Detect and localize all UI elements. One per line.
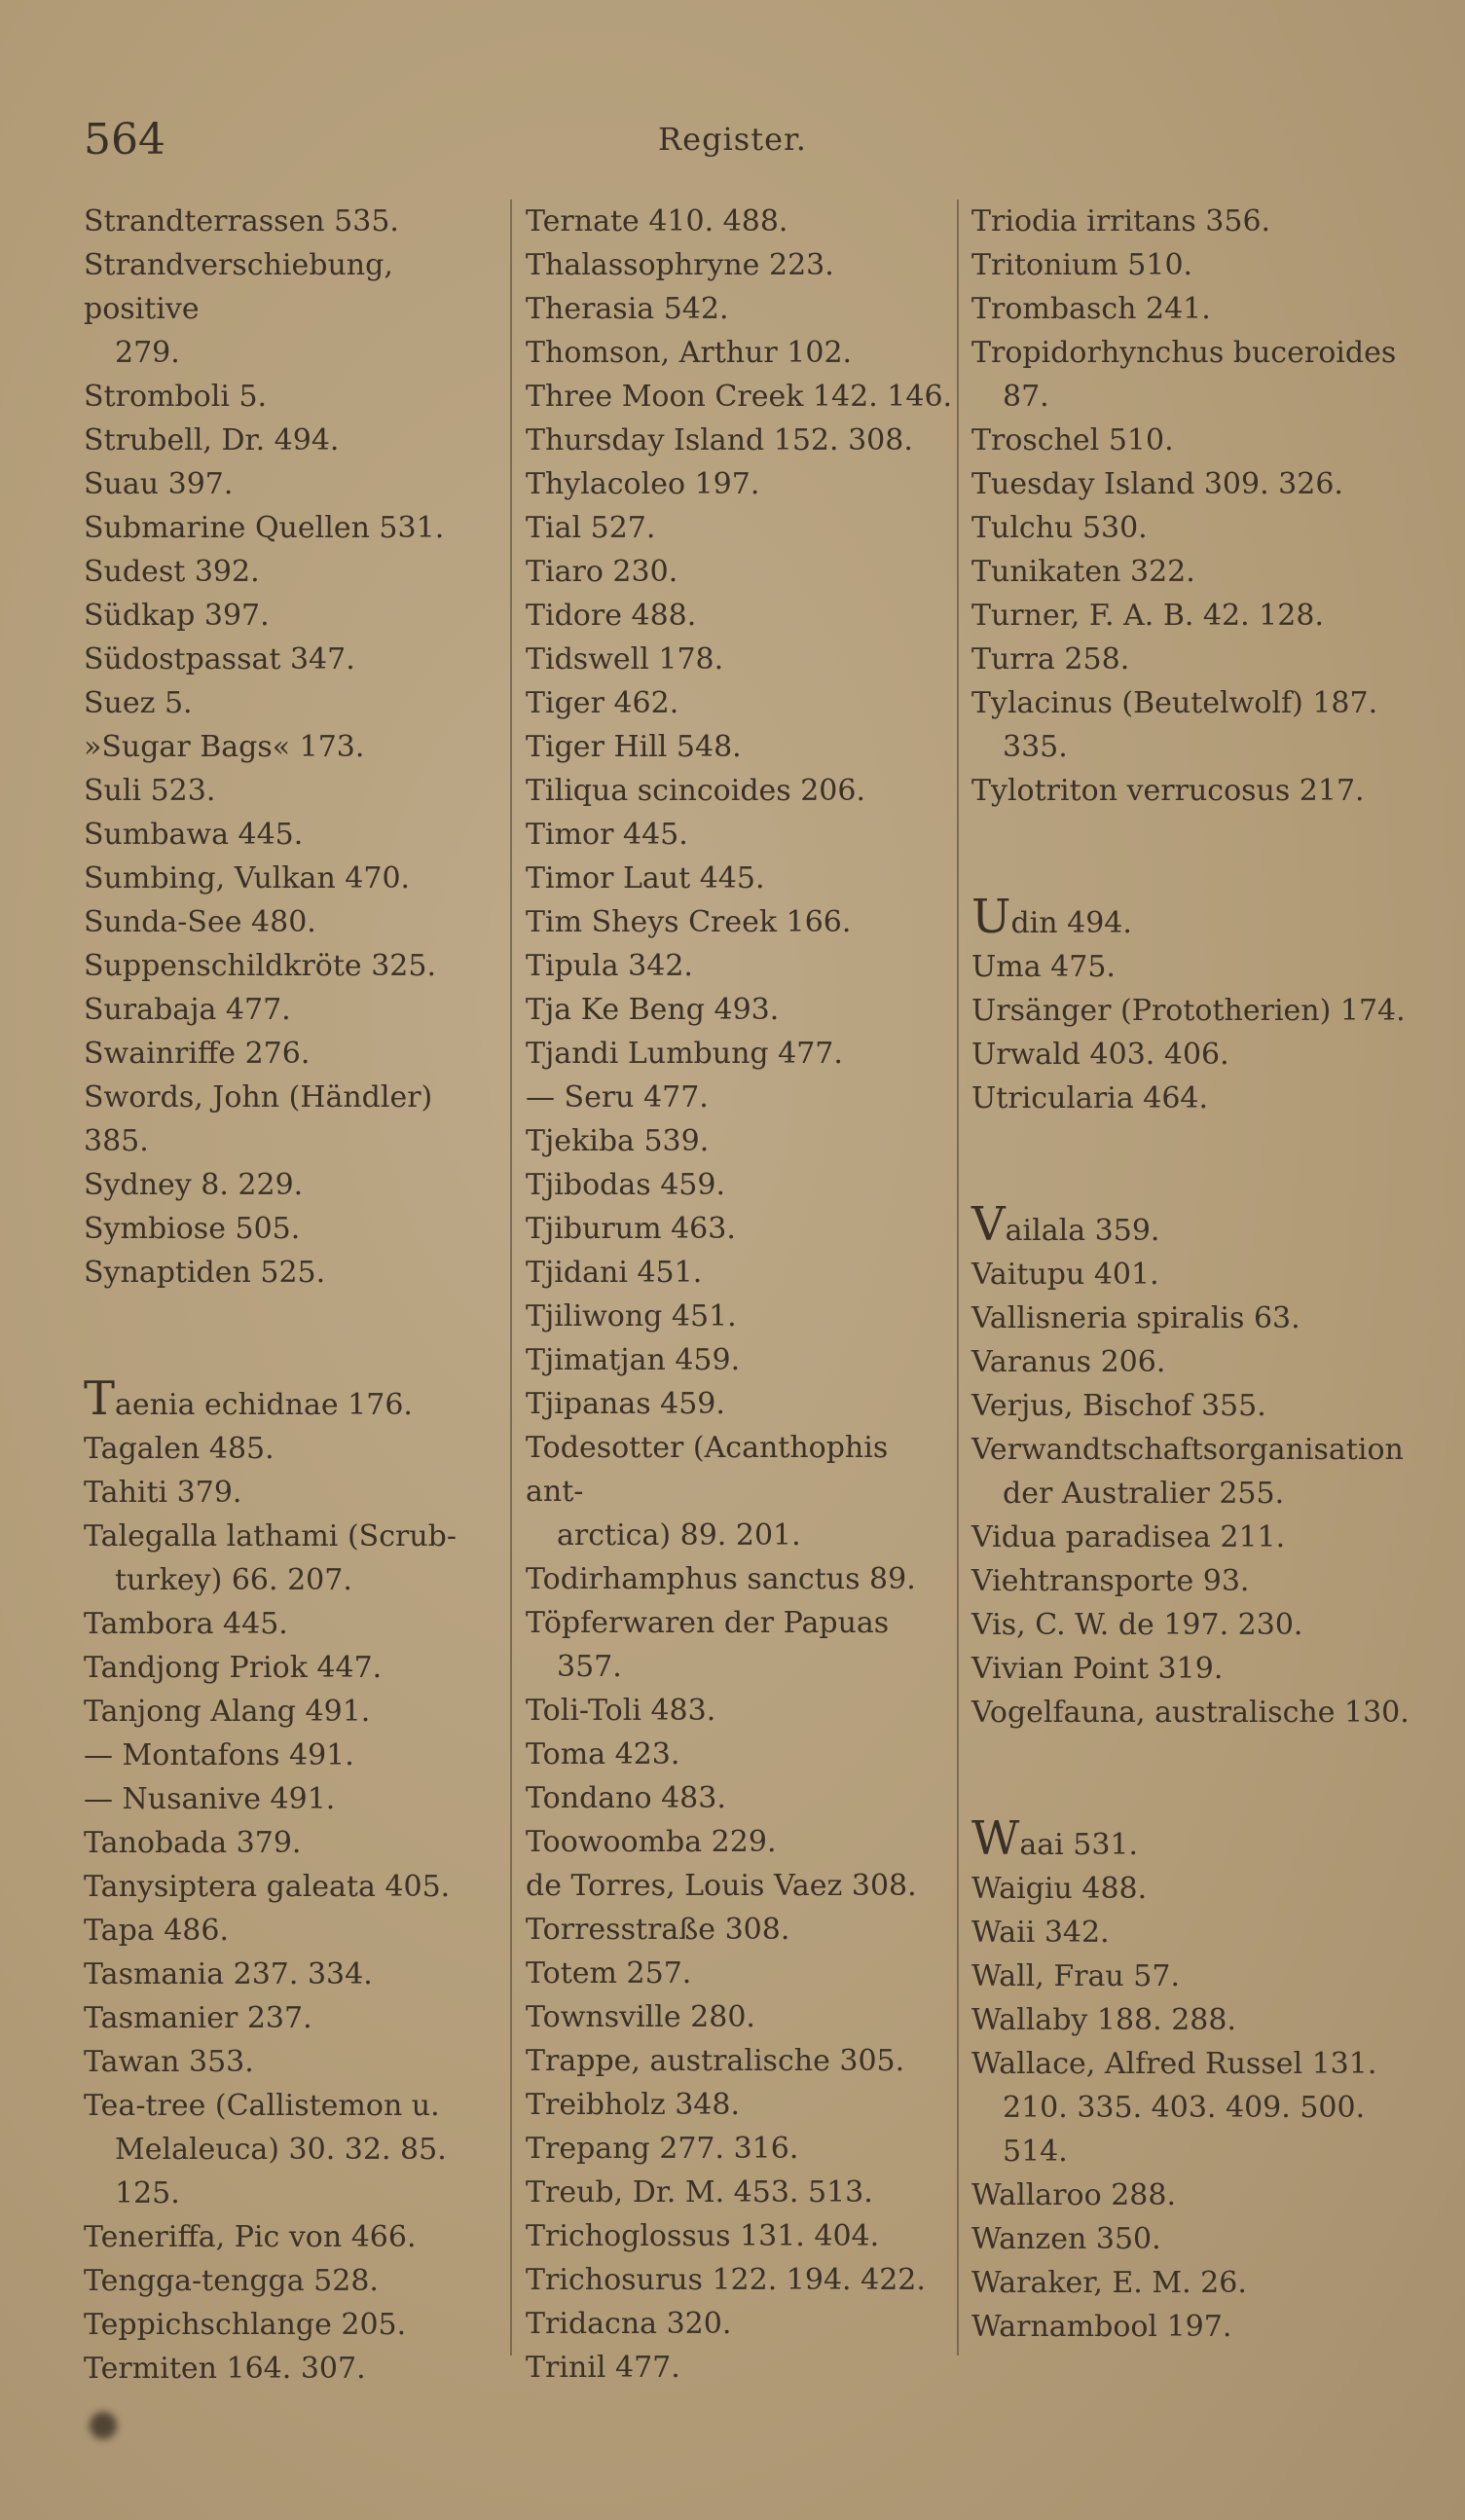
index-entry bbox=[84, 1515, 502, 1602]
index-entry: Sumbawa 445. bbox=[84, 818, 304, 852]
index-entry: Tiger Hill 548. bbox=[526, 730, 742, 764]
index-entry: Tridacna 320. bbox=[526, 2307, 732, 2341]
index-entry-continuation: Melaleuca) 30. 32. 85. bbox=[115, 2133, 447, 2167]
index-entry bbox=[526, 1601, 954, 1689]
index-entry: Tanjong Alang 491. bbox=[84, 1695, 371, 1729]
index-entry: Sudest 392. bbox=[84, 555, 260, 589]
index-entry: Three Moon Creek 142. 146. bbox=[526, 380, 953, 414]
index-entry-text: Tea-tree (Callistemon u. bbox=[84, 2089, 440, 2123]
index-entry bbox=[971, 1197, 1410, 1253]
index-entry-continuation: 514. bbox=[1003, 2135, 1068, 2169]
index-entry: Viehtransporte 93. bbox=[971, 1564, 1250, 1598]
index-entry-continuation: arctica) 89. 201. bbox=[557, 1518, 801, 1552]
index-entry: Thursday Island 152. 308. bbox=[526, 423, 913, 457]
index-entry-continuation: turkey) 66. 207. bbox=[115, 1563, 352, 1597]
index-entry: Suau 397. bbox=[84, 467, 234, 501]
index-entry-continuation: 335. bbox=[1003, 730, 1068, 764]
index-entry bbox=[84, 1371, 502, 1427]
index-entry: Tagalen 485. bbox=[84, 1432, 275, 1466]
index-entry: Turra 258. bbox=[971, 642, 1130, 676]
index-entry: Südkap 397. bbox=[84, 599, 270, 633]
index-entry: Tasmanier 237. bbox=[84, 2001, 312, 2035]
index-entry: Tahiti 379. bbox=[84, 1476, 242, 1510]
section-gap bbox=[971, 813, 1410, 895]
index-entry: Tjibodas 459. bbox=[526, 1168, 725, 1202]
index-entry bbox=[971, 2042, 1410, 2173]
index-entry: Vaitupu 401. bbox=[971, 1258, 1159, 1292]
index-entry: Sunda-See 480. bbox=[84, 905, 316, 939]
index-entry: Trichosurus 122. 194. 422. bbox=[526, 2263, 926, 2297]
index-entry-continuation: 87. bbox=[1003, 380, 1049, 414]
index-entry: Trappe, australische 305. bbox=[526, 2044, 905, 2078]
index-entry bbox=[526, 1426, 954, 1557]
section-gap bbox=[971, 1735, 1410, 1817]
index-entry-text: Talegalla lathami (Scrub- bbox=[84, 1519, 457, 1553]
index-entry: Wall, Frau 57. bbox=[971, 1959, 1180, 1993]
index-entry: — Montafons 491. bbox=[84, 1738, 354, 1772]
index-entry bbox=[84, 2084, 502, 2215]
index-entry: Turner, F. A. B. 42. 128. bbox=[971, 599, 1324, 633]
index-entry bbox=[84, 243, 502, 375]
index-entry: Trinil 477. bbox=[526, 2351, 680, 2385]
index-entry: Tim Sheys Creek 166. bbox=[526, 905, 852, 939]
index-entry: Wallaroo 288. bbox=[971, 2178, 1176, 2212]
index-entry: Tulchu 530. bbox=[971, 511, 1148, 545]
index-entry: Suppenschildkröte 325. bbox=[84, 949, 436, 983]
index-entry-continuation: 279. bbox=[115, 336, 180, 370]
index-entry bbox=[971, 331, 1410, 419]
section-initial: W bbox=[971, 1811, 1020, 1866]
index-entry: Thomson, Arthur 102. bbox=[526, 336, 853, 370]
index-entry: Symbiose 505. bbox=[84, 1212, 301, 1246]
index-entry: Wanzen 350. bbox=[971, 2222, 1161, 2256]
index-entry: Waii 342. bbox=[971, 1916, 1110, 1950]
index-entry: Troschel 510. bbox=[971, 423, 1174, 457]
index-entry: Timor Laut 445. bbox=[526, 861, 765, 895]
index-entry: Torresstraße 308. bbox=[526, 1913, 790, 1947]
index-entry: Tipula 342. bbox=[526, 949, 693, 983]
index-column-3 bbox=[971, 200, 1410, 2349]
index-entry: Vidua paradisea 211. bbox=[971, 1520, 1286, 1554]
index-entry: Thalassophryne 223. bbox=[526, 248, 834, 282]
index-entry: Tiger 462. bbox=[526, 686, 679, 720]
index-entry: Tidswell 178. bbox=[526, 642, 724, 676]
index-entry: Tunikaten 322. bbox=[971, 555, 1195, 589]
section-gap bbox=[971, 1120, 1410, 1203]
index-entry: Tandjong Priok 447. bbox=[84, 1651, 383, 1685]
index-entry: Tiliqua scincoides 206. bbox=[526, 774, 865, 808]
index-entry: Tiaro 230. bbox=[526, 555, 678, 589]
index-entry: Swainriffe 276. bbox=[84, 1037, 311, 1071]
index-entry: Ternate 410. 488. bbox=[526, 204, 788, 238]
index-entry: Strandterrassen 535. bbox=[84, 204, 399, 238]
index-column-1 bbox=[84, 200, 502, 2391]
index-entry: Tondano 483. bbox=[526, 1781, 726, 1815]
index-entry: Varanus 206. bbox=[971, 1345, 1166, 1379]
index-entry: — Seru 477. bbox=[526, 1080, 709, 1114]
index-entry: Trepang 277. 316. bbox=[526, 2132, 799, 2166]
index-entry: Sumbing, Vulkan 470. bbox=[84, 861, 411, 895]
index-entry: Tambora 445. bbox=[84, 1607, 288, 1641]
index-entry: Todirhamphus sanctus 89. bbox=[526, 1562, 916, 1596]
index-entry: Tjiliwong 451. bbox=[526, 1299, 737, 1333]
index-entry-text: Töpferwaren der Papuas bbox=[526, 1606, 890, 1640]
index-entry: Synaptiden 525. bbox=[84, 1256, 326, 1290]
index-entry: Tuesday Island 309. 326. bbox=[971, 467, 1343, 501]
index-entry: Trichoglossus 131. 404. bbox=[526, 2219, 880, 2253]
index-entry bbox=[971, 890, 1410, 945]
index-entry: Toli-Toli 483. bbox=[526, 1694, 716, 1728]
index-entry: Tritonium 510. bbox=[971, 248, 1193, 282]
column-divider bbox=[957, 200, 959, 2356]
index-entry: Swords, John (Händler) 385. bbox=[84, 1080, 433, 1158]
index-entry: Tja Ke Beng 493. bbox=[526, 993, 780, 1027]
index-entry: Teppichschlange 205. bbox=[84, 2308, 407, 2342]
index-entry: Termiten 164. 307. bbox=[84, 2352, 366, 2386]
page-number: 564 bbox=[84, 115, 165, 164]
index-entry: Tapa 486. bbox=[84, 1914, 229, 1948]
index-entry: Tjiburum 463. bbox=[526, 1212, 736, 1246]
index-entry bbox=[971, 1428, 1410, 1516]
index-entry-text: Tylacinus (Beutelwolf) 187. bbox=[971, 686, 1378, 720]
index-entry: Strubell, Dr. 494. bbox=[84, 423, 340, 457]
index-entry: de Torres, Louis Vaez 308. bbox=[526, 1869, 917, 1903]
index-entry bbox=[971, 681, 1410, 769]
index-entry-continuation: der Australier 255. bbox=[1003, 1477, 1285, 1511]
index-entry: Submarine Quellen 531. bbox=[84, 511, 445, 545]
index-entry: Waraker, E. M. 26. bbox=[971, 2266, 1247, 2300]
index-entry-text: Wallace, Alfred Russel 131. bbox=[971, 2047, 1377, 2081]
index-entry: Tjidani 451. bbox=[526, 1256, 703, 1290]
index-entry: Warnambool 197. bbox=[971, 2310, 1232, 2344]
index-entry: Treub, Dr. M. 453. 513. bbox=[526, 2175, 873, 2210]
index-entry-text: Strandverschiebung, positive bbox=[84, 248, 393, 326]
index-entry: Vivian Point 319. bbox=[971, 1652, 1224, 1686]
column-divider bbox=[510, 200, 512, 2356]
index-column-2 bbox=[526, 200, 954, 2390]
index-entry: Waigiu 488. bbox=[971, 1872, 1148, 1906]
index-entry: Toma 423. bbox=[526, 1737, 680, 1771]
index-entry-text: ailala 359. bbox=[1005, 1214, 1160, 1248]
index-entry: Uma 475. bbox=[971, 950, 1116, 984]
index-entry: Treibholz 348. bbox=[526, 2088, 741, 2122]
index-entry: Tjipanas 459. bbox=[526, 1387, 725, 1421]
index-entry-continuation: 357. bbox=[557, 1650, 622, 1684]
index-entry: Tasmania 237. 334. bbox=[84, 1957, 373, 1991]
index-entry-continuation: 125. bbox=[115, 2176, 180, 2210]
index-entry: Tjimatjan 459. bbox=[526, 1343, 741, 1377]
index-entry: Vis, C. W. de 197. 230. bbox=[971, 1608, 1303, 1642]
index-entry: Wallaby 188. 288. bbox=[971, 2003, 1237, 2037]
index-entry-text: Tropidorhynchus buceroides bbox=[971, 336, 1397, 370]
index-entry-text: aai 531. bbox=[1019, 1828, 1139, 1862]
index-entry-text: Verwandtschaftsorganisation bbox=[971, 1433, 1404, 1467]
index-entry: Sydney 8. 229. bbox=[84, 1168, 304, 1202]
index-entry: — Nusanive 491. bbox=[84, 1782, 336, 1816]
index-entry: Tjekiba 539. bbox=[526, 1124, 710, 1158]
index-entry: Utricularia 464. bbox=[971, 1081, 1209, 1115]
index-entry: Stromboli 5. bbox=[84, 380, 268, 414]
section-initial: V bbox=[971, 1197, 1006, 1252]
index-entry: Therasia 542. bbox=[526, 292, 729, 326]
index-entry: Surabaja 477. bbox=[84, 993, 291, 1027]
index-entry: Townsville 280. bbox=[526, 2000, 755, 2034]
index-entry: Tjandi Lumbung 477. bbox=[526, 1037, 843, 1071]
index-entry: Toowoomba 229. bbox=[526, 1825, 777, 1859]
index-entry-text: aenia echidnae 176. bbox=[115, 1388, 413, 1422]
index-entry: Suez 5. bbox=[84, 686, 193, 720]
index-entry: Urwald 403. 406. bbox=[971, 1038, 1229, 1072]
index-entry: Totem 257. bbox=[526, 1956, 692, 1990]
index-entry: Tylotriton verrucosus 217. bbox=[971, 774, 1365, 808]
index-entry: Tial 527. bbox=[526, 511, 656, 545]
section-gap bbox=[84, 1295, 502, 1377]
index-entry: Tawan 353. bbox=[84, 2045, 254, 2079]
index-entry: Triodia irritans 356. bbox=[971, 204, 1271, 238]
index-entry: Thylacoleo 197. bbox=[526, 467, 760, 501]
index-entry: »Sugar Bags« 173. bbox=[84, 730, 365, 764]
index-entry: Vogelfauna, australische 130. bbox=[971, 1696, 1410, 1730]
index-entry: Ursänger (Prototherien) 174. bbox=[971, 994, 1406, 1028]
index-entry: Vallisneria spiralis 63. bbox=[971, 1301, 1300, 1335]
index-entry-text: din 494. bbox=[1010, 906, 1132, 940]
index-entry: Tanobada 379. bbox=[84, 1826, 302, 1860]
index-entry: Tidore 488. bbox=[526, 599, 697, 633]
section-initial: U bbox=[971, 890, 1011, 944]
index-entry: Suli 523. bbox=[84, 774, 216, 808]
index-entry: Trombasch 241. bbox=[971, 292, 1211, 326]
index-entry: Verjus, Bischof 355. bbox=[971, 1389, 1266, 1423]
index-entry: Timor 445. bbox=[526, 818, 688, 852]
section-initial: T bbox=[84, 1371, 116, 1426]
index-entry: Tanysiptera galeata 405. bbox=[84, 1870, 451, 1904]
index-entry: Südostpassat 347. bbox=[84, 642, 355, 676]
index-entry: Tengga-tengga 528. bbox=[84, 2264, 379, 2298]
page-header: Register. bbox=[658, 121, 807, 158]
ink-smudge bbox=[90, 2412, 117, 2439]
index-entry-continuation: 210. 335. 403. 409. 500. bbox=[1003, 2091, 1366, 2125]
index-entry-text: Todesotter (Acanthophis ant- bbox=[526, 1431, 889, 1509]
index-entry bbox=[971, 1811, 1410, 1867]
index-entry: Teneriffa, Pic von 466. bbox=[84, 2220, 417, 2254]
